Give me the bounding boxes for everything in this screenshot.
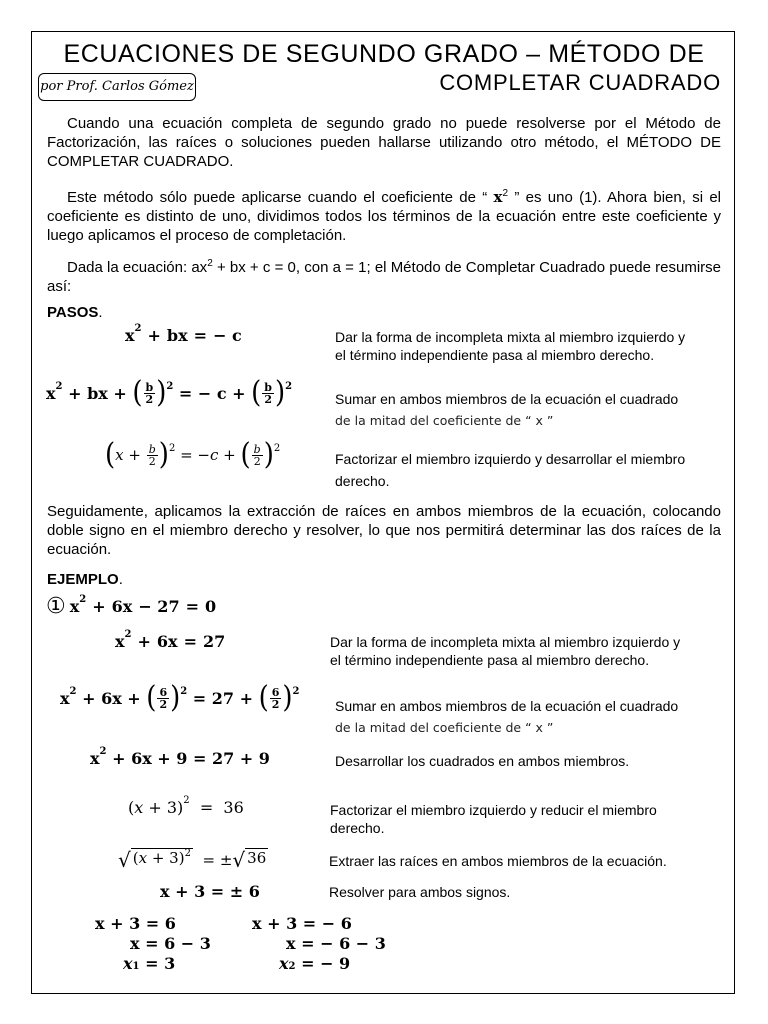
author-badge: por Prof. Carlos Gómez [38,73,196,101]
solution-right-line2: x = − 6 − 3 [286,934,386,953]
intro-paragraph-3: Dada la ecuación: $ax^2$ + bx + c = 0, con a = 1; el Método de Completar Cuadrado puede resumirse así: [47,258,722,295]
ejemplo-formula-4: ( x + 3) $^2$ = 36 [128,795,244,817]
ejemplo-formula-5: √ $(x + 3)^2$ = ± √ 36 [118,848,267,872]
page-title-line2: COMPLETAR CUADRADO [439,70,721,95]
intro-paragraph-2: Este método sólo puede aplicarse cuando el coeficiente de “ $x^2$ ” es uno (1). Ahora bien, si el coeficiente es distinto de uno, dividimos todos los términos de la ecuación entre este coeficiente y luego aplicamos el proceso de completación. [47,188,721,244]
pasos-heading: PASOS. [47,304,103,321]
solution-left-line2: x = 6 − 3 [130,934,211,953]
solution-right-line1: x + 3 = − 6 [252,914,352,933]
solution-x2: x $_2$ = − 9 [279,954,351,973]
ejemplo-step-1-desc: Dar la forma de incompleta mixta al miembro izquierdo y el término independiente pasa al miembro derecho. [330,634,681,668]
pasos-formula-2: x $^2$ + bx + ( $\frac{b}{2}$ ) $^2$ = − c + ( $\frac{b}{2}$ ) $^2$ [46,375,293,411]
ejemplo-formula-2: x $^2$ + 6x + ( $\frac{6}{2}$ ) $^2$ = 27 + ( $\frac{6}{2}$ ) $^2$ [60,680,300,716]
ejemplo-step-4-desc: Factorizar el miembro izquierdo y reducir el miembro derecho. [330,802,657,836]
ejemplo-formula-6: x + 3 = ± 6 [160,882,260,901]
ejemplo-step-6-desc: Resolver para ambos signos. [329,884,511,900]
page-title-line1: ECUACIONES DE SEGUNDO GRADO – MÉTODO DE [63,40,705,68]
pasos-formula-1: x $^2$ + bx = − c [125,323,242,345]
solution-left-line1: x + 3 = 6 [95,914,176,933]
pasos-formula-3: ( x + $\frac{b}{2}$ ) $^2$ = − c + ( $\frac{b}{2}$ ) $^2$ [105,437,281,473]
intro-paragraph-1: Cuando una ecuación completa de segundo grado no puede resolverse por el Método de Factorización, las raíces o soluciones pueden hallarse utilizando otro método, el MÉTODO DE COMPLETAR CUADRADO. [47,115,721,170]
after-pasos-paragraph: Seguidamente, aplicamos la extracción de raíces en ambos miembros de la ecuación, colocando doble signo en el miembro derecho y resolver, lo que nos permitirá determinar las dos raíces de la ecuación. [47,503,721,558]
ejemplo-formula-1: x $^2$ + 6x = 27 [115,629,226,651]
solution-x1: x $_1$ = 3 [123,954,176,973]
ejemplo-step-3-desc: Desarrollar los cuadrados en ambos miembros. [335,753,630,769]
ejemplo-formula-3: x $^2$ + 6x + 9 = 27 + 9 [90,746,270,768]
ejemplo-step-5-desc: Extraer las raíces en ambos miembros de la ecuación. [329,853,667,869]
pasos-step-3-desc: Factorizar el miembro izquierdo y desarrollar el miembro derecho. [335,451,686,489]
pasos-step-2-desc: Sumar en ambos miembros de la ecuación el cuadrado de la mitad del coeficiente de “ x ” [335,391,679,428]
ejemplo-heading: EJEMPLO. [47,571,123,588]
ejemplo-equation: ① x $^2$ + 6x − 27 = 0 [46,594,217,619]
pasos-step-1-desc: Dar la forma de incompleta mixta al miembro izquierdo y el término independiente pasa al miembro derecho. [335,329,686,363]
ejemplo-step-2-desc: Sumar en ambos miembros de la ecuación el cuadrado de la mitad del coeficiente de “ x ” [335,698,679,735]
